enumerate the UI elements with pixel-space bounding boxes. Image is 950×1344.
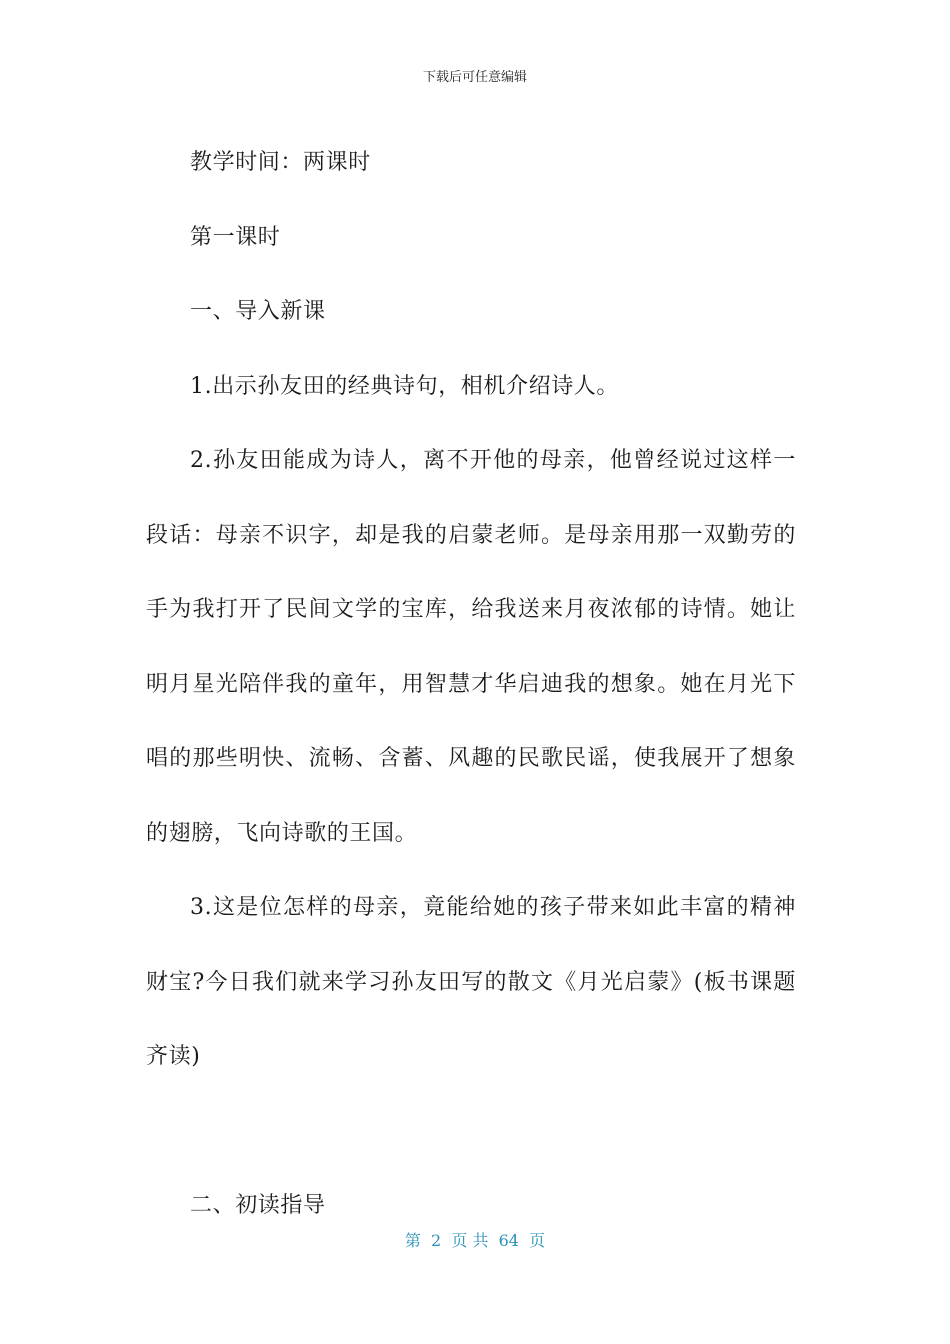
paragraph-item-3: 3.这是位怎样的母亲，竟能给她的孩子带来如此丰富的精神财宝?今日我们就来学习孙友田写的散文《月光启蒙》(板书课题齐读) [146, 895, 796, 1069]
header-note: 下载后可任意编辑 [422, 70, 527, 85]
section-one-heading: 一、导入新课 [190, 299, 326, 324]
paragraph-item-1: 1.出示孙友田的经典诗句，相机介绍诗人。 [190, 373, 619, 399]
teaching-time-line: 教学时间：两课时 [190, 150, 371, 175]
paragraph-item-2: 2.孙友田能成为诗人，离不开他的母亲，他曾经说过这样一段话：母亲不识字，却是我的启蒙老师。是母亲用那一双勤劳的手为我打开了民间文学的宝库，给我送来月夜浓郁的诗情。她让明月星光陪伴我的童年，用智慧才华启迪我的想象。她在月光下唱的那些明快、流畅、含蓄、风趣的民歌民谣，使我展开了想象的翅膀，飞向诗歌的王国。 [146, 448, 796, 846]
page-number: 第 2 页 共 64 页 [404, 1231, 546, 1250]
spacer [146, 1095, 796, 1169]
lesson-one-heading: 第一课时 [190, 224, 281, 250]
section-two-heading: 二、初读指导 [190, 1192, 326, 1218]
document-body [146, 126, 796, 1243]
